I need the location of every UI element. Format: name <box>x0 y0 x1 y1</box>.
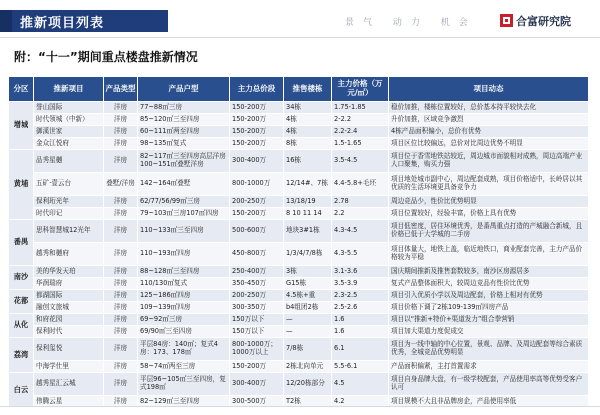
price-range-cell: 150-200万 <box>230 361 284 373</box>
project-status-cell: 项目以“推新+特价+渠道发力”组合拳营销 <box>389 314 589 326</box>
project-name-cell: 保利玺悦 <box>34 338 104 361</box>
district-cell: 荔湾 <box>9 338 34 373</box>
district-cell: 增城 <box>9 102 34 150</box>
unit-price-cell: 2.78 <box>332 196 389 208</box>
unit-layout-cell: 82~129㎡三至四房 <box>138 396 230 408</box>
column-header: 产品户型 <box>138 77 230 102</box>
project-name-cell: 时代印记 <box>34 208 104 220</box>
price-range-cell: 150-200万 <box>230 102 284 114</box>
unit-price-cell: 2.5-2.6 <box>332 302 389 314</box>
project-status-cell: 项目规模不大且非品牌房企，产品使用率低 <box>389 396 589 408</box>
unit-price-cell: 2.3-2.5 <box>332 290 389 302</box>
unit-layout-cell: 69~92㎡三房 <box>138 314 230 326</box>
product-type-cell: 洋房 <box>104 220 138 243</box>
section-subtitle: 附：“十一”期间重点楼盘推新情况 <box>14 50 198 64</box>
unit-price-cell: 3.5-3.9 <box>332 278 389 290</box>
unit-layout-cell: 69/90㎡三至四房 <box>138 326 230 338</box>
buildings-cell: 12/20栋部分 <box>284 373 332 396</box>
unit-price-cell: 3.5-4.5 <box>332 150 389 173</box>
table-row <box>9 290 589 302</box>
product-type-cell: 叠墅/洋房 <box>104 173 138 196</box>
district-cell: 花都 <box>9 290 34 314</box>
product-type-cell: 洋房 <box>104 338 138 361</box>
buildings-cell: T2栋 <box>284 396 332 408</box>
unit-price-cell: 1.6 <box>332 314 389 326</box>
buildings-cell: 13/18/19 <box>284 196 332 208</box>
footer-divider <box>0 406 600 407</box>
unit-price-cell: 1.5-1.65 <box>332 138 389 150</box>
product-type-cell: 洋房 <box>104 373 138 396</box>
buildings-cell: 16栋 <box>284 150 332 173</box>
price-range-cell: 300-400万 <box>230 373 284 396</box>
price-range-cell: 450-800万 <box>230 243 284 266</box>
district-cell: 番禺 <box>9 220 34 266</box>
product-type-cell: 洋房 <box>104 314 138 326</box>
table-row <box>9 220 589 243</box>
price-range-cell: 300-400万 <box>230 150 284 173</box>
project-status-cell: 项目体量大，地铁上盖，临近地铁口，商业配套完善，主力产品价格较为平稳 <box>389 243 589 266</box>
table-row <box>9 243 589 266</box>
project-name-cell: 伟腾云星 <box>34 396 104 408</box>
unit-price-cell: 4.4-5.8+毛坯 <box>332 173 389 196</box>
table-row <box>9 373 589 396</box>
product-type-cell: 洋房 <box>104 102 138 114</box>
table-row <box>9 138 589 150</box>
unit-price-cell: 5.5-6.1 <box>332 361 389 373</box>
brand-logo <box>500 11 596 31</box>
table-row <box>9 278 589 290</box>
page-title: 推新项目列表 <box>20 16 105 31</box>
brand-name: 合富研究院 <box>516 15 571 28</box>
project-name-cell: 御溪世家 <box>34 126 104 138</box>
project-name-cell: 越秀星汇云城 <box>34 373 104 396</box>
table-row <box>9 326 589 338</box>
project-status-cell: 复式产品整体面积大，较周边竞品有性价比优势 <box>389 278 589 290</box>
unit-layout-cell: 142~164㎡叠墅 <box>138 173 230 196</box>
price-range-cell: 200-250万 <box>230 196 284 208</box>
table-row <box>9 314 589 326</box>
table-row <box>9 338 589 361</box>
unit-price-cell: 4.3-5.5 <box>332 243 389 266</box>
project-name-cell: 思科智慧城12光年 <box>34 220 104 243</box>
buildings-cell: 1/3/4/7/8栋 <box>284 243 332 266</box>
table-row <box>9 114 589 126</box>
table-row <box>9 361 589 373</box>
price-range-cell: 150-200万 <box>230 208 284 220</box>
district-cell: 从化 <box>9 314 34 338</box>
price-range-cell: 300-350万 <box>230 302 284 314</box>
product-type-cell: 洋房 <box>104 290 138 302</box>
district-cell: 黄埔 <box>9 150 34 220</box>
unit-price-cell: 1.6 <box>332 326 389 338</box>
product-type-cell: 洋房 <box>104 266 138 278</box>
price-range-cell: 150万以下 <box>230 314 284 326</box>
district-cell: 白云 <box>9 373 34 408</box>
project-name-cell: 越秀和樾府 <box>34 243 104 266</box>
unit-layout-cell: 85~120㎡三至四房 <box>138 114 230 126</box>
unit-price-cell: 3.1-3.6 <box>332 266 389 278</box>
project-status-cell: 项目加大渠道力度促成交 <box>389 326 589 338</box>
product-type-cell: 洋房 <box>104 196 138 208</box>
product-type-cell: 洋房 <box>104 114 138 126</box>
table-row <box>9 208 589 220</box>
unit-price-cell: 4.5 <box>332 373 389 396</box>
buildings-cell: 34栋 <box>284 102 332 114</box>
unit-layout-cell: 77~88㎡三房 <box>138 102 230 114</box>
unit-layout-cell: 60~111㎡两至四房 <box>138 126 230 138</box>
column-header: 主力总价段 <box>230 77 284 102</box>
project-name-cell: 中海学仕里 <box>34 361 104 373</box>
price-range-cell: 800-1000万；1000万以上 <box>230 338 284 361</box>
column-header: 项目动态 <box>389 77 589 102</box>
unit-price-cell: 6.1 <box>332 338 389 361</box>
project-name-cell: 品秀星樾 <box>34 150 104 173</box>
product-type-cell: 洋房 <box>104 208 138 220</box>
buildings-cell: 8 10 11 14 <box>284 208 332 220</box>
district-cell: 南沙 <box>9 266 34 290</box>
project-name-cell: 誉山国际 <box>34 102 104 114</box>
unit-price-cell: 2.2 <box>332 208 389 220</box>
product-type-cell: 洋房 <box>104 126 138 138</box>
column-header: 主力价格（万元/㎡） <box>332 77 389 102</box>
project-name-cell: 华润瑞府 <box>34 278 104 290</box>
table-row <box>9 126 589 138</box>
unit-layout-cell: 125~186㎡四房 <box>138 290 230 302</box>
price-range-cell: 350-450万 <box>230 278 284 290</box>
product-type-cell: 洋房 <box>104 150 138 173</box>
buildings-cell: 4栋 <box>284 114 332 126</box>
price-range-cell: 250-400万 <box>230 266 284 278</box>
title-accent <box>0 10 12 32</box>
project-name-cell: 融创文旅城 <box>34 302 104 314</box>
project-status-cell: 稳价加推，楼栋位置较好，总价基本持平较快去化 <box>389 102 589 114</box>
price-range-cell: 150-200万 <box>230 114 284 126</box>
project-status-cell: 4栋产品面积偏小，总价有优势 <box>389 126 589 138</box>
column-header: 推新项目 <box>34 77 104 102</box>
project-status-cell: 项目自身品牌大盘，有一级学校配套，产品使用率高等优势受客户认可 <box>389 373 589 396</box>
unit-layout-cell: 88~128㎡三至四房 <box>138 266 230 278</box>
buildings-cell: 3栋 <box>284 266 332 278</box>
product-type-cell: 洋房 <box>104 278 138 290</box>
project-status-cell: 项目为一线中轴的中心位置，景观、品牌、及周边配套等综合素质优秀，全城竞品优势明显 <box>389 338 589 361</box>
buildings-cell: 12/14#、7栋 <box>284 173 332 196</box>
product-type-cell: 洋房 <box>104 243 138 266</box>
buildings-cell: 4.5栋+重 <box>284 290 332 302</box>
slogan: 景气 动力 机会 <box>345 18 477 28</box>
column-header: 推售楼栋 <box>284 77 332 102</box>
product-type-cell: 洋房 <box>104 138 138 150</box>
buildings-cell: b4组团2栋 <box>284 302 332 314</box>
project-name-cell: 都湖国际 <box>34 290 104 302</box>
column-header: 分区 <box>9 77 34 102</box>
table-row <box>9 150 589 173</box>
header-divider <box>0 37 600 38</box>
buildings-cell: G15栋 <box>284 278 332 290</box>
table-row <box>9 196 589 208</box>
product-type-cell: 洋房 <box>104 361 138 373</box>
column-header: 产品类型 <box>104 77 138 102</box>
page-title-tab <box>0 10 168 32</box>
unit-layout-cell: 平层96~105㎡三至四房，复式198㎡ <box>138 373 230 396</box>
table-row <box>9 102 589 114</box>
table-body <box>9 102 589 408</box>
unit-layout-cell: 110~193㎡四房 <box>138 243 230 266</box>
buildings-cell: 8栋 <box>284 138 332 150</box>
product-type-cell: 洋房 <box>104 326 138 338</box>
unit-price-cell: 2-2.2 <box>332 114 389 126</box>
project-name-cell: 金众江悦府 <box>34 138 104 150</box>
price-range-cell: 150-200万 <box>230 138 284 150</box>
price-range-cell: 200-250万 <box>230 290 284 302</box>
buildings-cell: 2栋北向单元 <box>284 361 332 373</box>
project-status-cell: 项目引入优质小学以及周边配套，价格上相对有优势 <box>389 290 589 302</box>
unit-layout-cell: 110/130㎡复式 <box>138 278 230 290</box>
project-status-cell: 国庆期间推新及推售套数较多，南沙区房源居多 <box>389 266 589 278</box>
price-range-cell: 150万以下 <box>230 326 284 338</box>
unit-layout-cell: 平层84房：140㎡；复式4房：173、178㎡ <box>138 338 230 361</box>
project-name-cell: 和府花园 <box>34 314 104 326</box>
brand-logo-icon <box>500 14 513 27</box>
project-table <box>8 76 589 408</box>
project-name-cell: 时代领城（中新） <box>34 114 104 126</box>
project-status-cell: 项目位置较好，经验丰富，价格上具有优势 <box>389 208 589 220</box>
project-status-cell: 项目价格下调了2栋109-139㎡四房产品 <box>389 302 589 314</box>
buildings-cell: — <box>284 314 332 326</box>
unit-layout-cell: 98~135㎡复式 <box>138 138 230 150</box>
unit-layout-cell: 62/77/56/99㎡三房 <box>138 196 230 208</box>
project-status-cell: 项目低密度，居住环境优秀，是番禺重点打造的产城融合新城，且价格已低于大学城的二手房 <box>389 220 589 243</box>
unit-price-cell: 2.2-2.4 <box>332 126 389 138</box>
project-status-cell: 项目地处城市副中心，周边配套成熟，项目价格适中，长岭居以其优质的生活环境更具备竞争力 <box>389 173 589 196</box>
table-row <box>9 302 589 314</box>
price-range-cell: 800-1000万 <box>230 173 284 196</box>
table-row <box>9 266 589 278</box>
unit-price-cell: 4.2 <box>332 396 389 408</box>
table-header-row <box>9 77 589 102</box>
project-name-cell: 保利时代 <box>34 326 104 338</box>
unit-layout-cell: 58~74㎡两至三房 <box>138 361 230 373</box>
unit-layout-cell: 110~133㎡三至四房 <box>138 220 230 243</box>
project-name-cell: 美的华发天珀 <box>34 266 104 278</box>
project-status-cell: 项目区位比较偏远，总价对比周边优势不明显 <box>389 138 589 150</box>
unit-price-cell: 1.75-1.85 <box>332 102 389 114</box>
product-type-cell: 洋房 <box>104 396 138 408</box>
buildings-cell: 地块3#1栋 <box>284 220 332 243</box>
unit-layout-cell: 82~117㎡三至四房高层洋房 100~151㎡叠墅洋房 <box>138 150 230 173</box>
project-name-cell: 五矿·壹云台 <box>34 173 104 196</box>
project-name-cell: 保利珩光年 <box>34 196 104 208</box>
price-range-cell: 500-600万 <box>230 220 284 243</box>
buildings-cell: — <box>284 326 332 338</box>
buildings-cell: 7/8栋 <box>284 338 332 361</box>
unit-layout-cell: 109~139㎡四房 <box>138 302 230 314</box>
unit-layout-cell: 79~103㎡三房107㎡四房 <box>138 208 230 220</box>
buildings-cell: 4栋 <box>284 126 332 138</box>
unit-price-cell: 4.3-4.5 <box>332 220 389 243</box>
header-bar <box>0 0 600 40</box>
product-type-cell: 洋房 <box>104 302 138 314</box>
project-status-cell: 升价加推，区域竞争激烈 <box>389 114 589 126</box>
table-row <box>9 173 589 196</box>
project-status-cell: 项目位于香雪地铁站较近，周边城市面貌相对成熟，周边高端产业人口聚集，购买力强 <box>389 150 589 173</box>
price-range-cell: 150-200万 <box>230 126 284 138</box>
project-status-cell: 产品面积偏紧，主打首置需求 <box>389 361 589 373</box>
project-status-cell: 周边竞品少，性价比优势明显 <box>389 196 589 208</box>
price-range-cell: 300-500万 <box>230 396 284 408</box>
